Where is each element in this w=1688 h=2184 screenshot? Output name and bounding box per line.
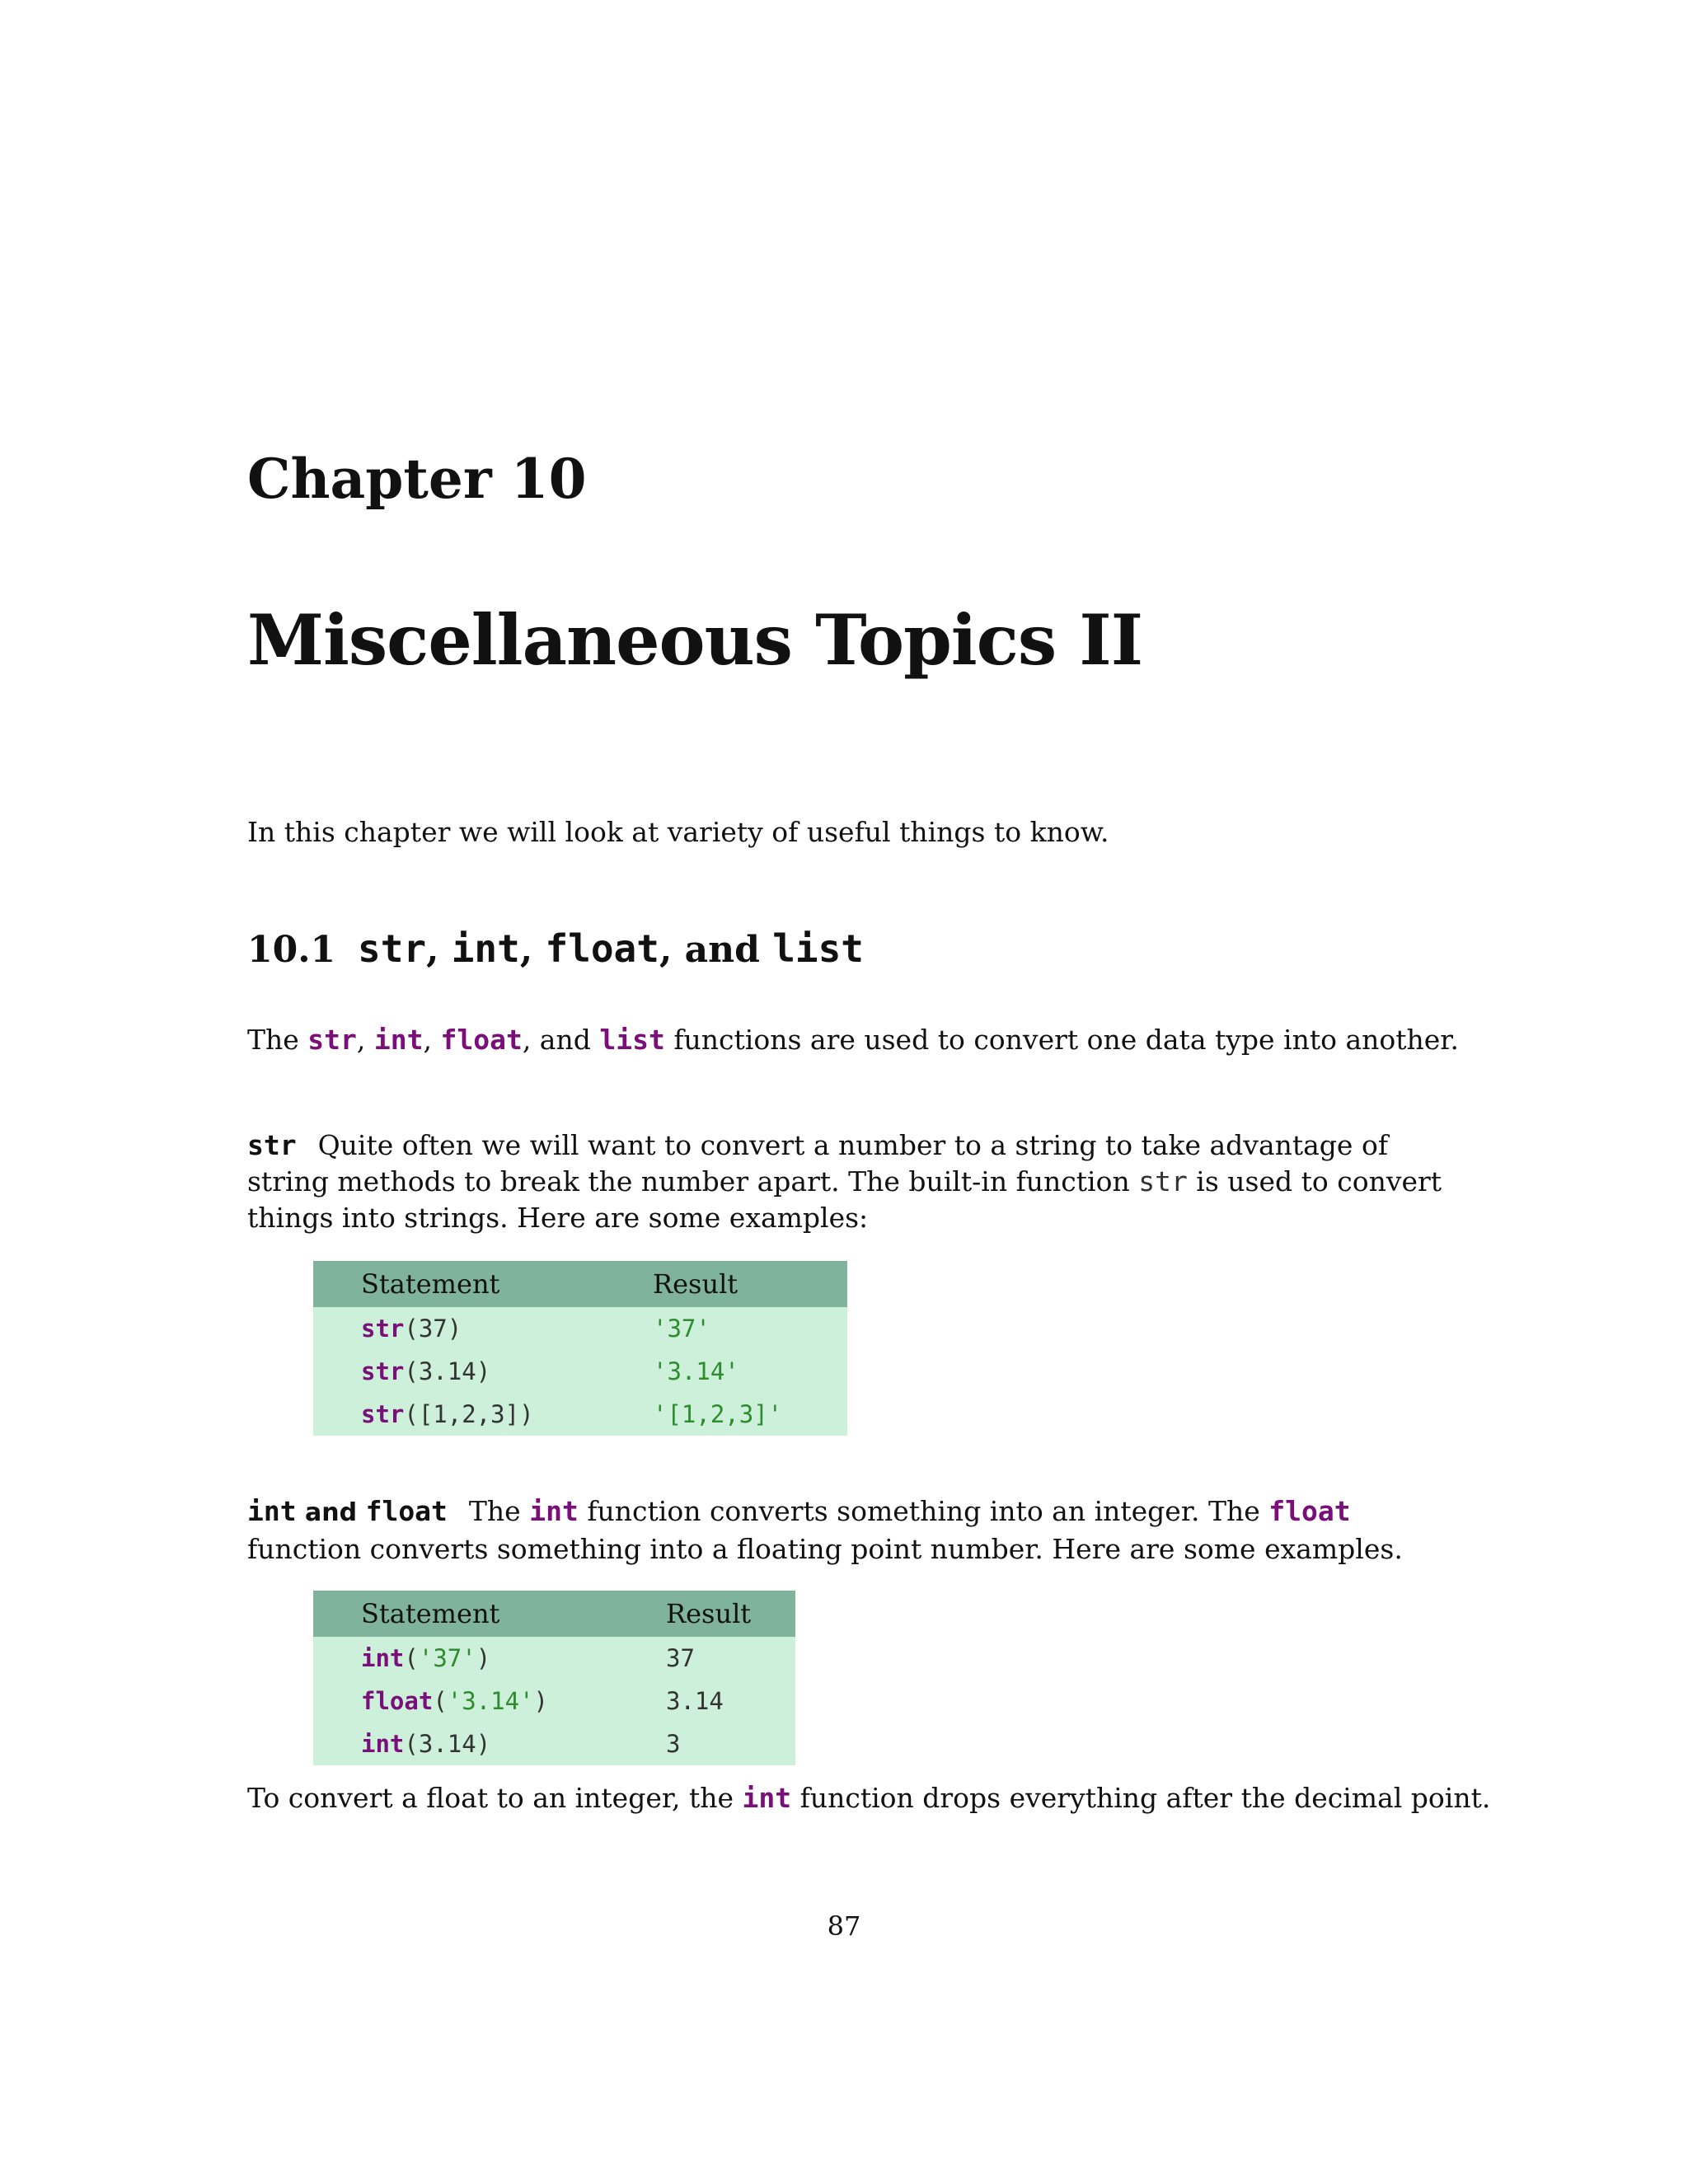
text: functions are used to convert one data type into another. [664,1024,1459,1056]
header-result: Result [618,1591,795,1637]
text: To convert a float to an integer, the [247,1782,743,1814]
text: function converts something into an integer. The [578,1495,1269,1527]
table-header-row [313,1261,847,1307]
section-heading [247,926,864,971]
runin-heading-str: str [247,1129,297,1161]
statement-cell [313,1722,618,1765]
result-cell: 37 [666,1644,695,1672]
code-int: int [529,1495,579,1527]
intro-paragraph: In this chapter we will look at variety of useful things to know. [247,816,1109,848]
section-number: 10.1 [247,929,336,971]
code-arg: 3.14 [418,1730,476,1758]
result-cell: '[1,2,3]' [653,1400,783,1428]
section-title-sep-1: , [426,929,452,971]
str-examples-table [313,1261,847,1436]
code-fn: str [361,1315,405,1343]
final-paragraph [247,1780,1491,1816]
code-paren: ) [476,1644,491,1672]
code-paren: ( [404,1730,419,1758]
result-cell: 3.14 [666,1687,724,1715]
code-int: int [373,1024,424,1056]
code-args: (3.14) [404,1357,491,1385]
str-paragraph [247,1127,1442,1236]
chapter-label: Chapter 10 [247,447,587,511]
section-title-sep-3: , and [659,929,773,971]
code-str: str [307,1024,357,1056]
text: function converts something into a floating point number. Here are some examples. [247,1533,1403,1565]
table-row [313,1350,847,1393]
code-float: float [1268,1495,1351,1527]
code-paren: ( [404,1644,419,1672]
code-paren: ( [433,1687,448,1715]
table-row [313,1637,795,1680]
statement-cell [313,1350,605,1393]
text: , and [522,1024,600,1056]
runin-heading-and: and [296,1498,366,1527]
header-statement: Statement [313,1591,618,1637]
code-float: float [440,1024,523,1056]
statement-cell [313,1307,605,1350]
section-title-list: list [772,926,864,971]
code-paren: ) [476,1730,491,1758]
section-title-sep-2: , [519,929,546,971]
table-header-row [313,1591,795,1637]
table-row [313,1722,795,1765]
text: Quite often we will want to convert a number to a string to take advantage of string methods to break the number apart. The built-in function [247,1129,1389,1197]
int-float-examples-table [313,1591,795,1765]
text: , [423,1024,441,1056]
code-fn: int [361,1730,405,1758]
statement-cell [313,1637,618,1680]
inline-code-str: str [1138,1165,1188,1197]
text: , [356,1024,374,1056]
table-row [313,1680,795,1722]
code-args: (37) [404,1315,462,1343]
code-paren: ) [533,1687,549,1715]
code-fn: str [361,1400,405,1428]
text: The [468,1495,530,1527]
section-intro-paragraph [247,1022,1459,1058]
section-title-int: int [451,926,520,971]
text: The [247,1024,308,1056]
section-title-str: str [358,926,427,971]
statement-cell [313,1680,618,1722]
code-list: list [599,1024,665,1056]
code-fn: float [361,1687,434,1715]
code-int: int [742,1782,792,1814]
code-fn: str [361,1357,405,1385]
result-cell: '3.14' [653,1357,739,1385]
result-cell: '37' [653,1315,710,1343]
code-args: ([1,2,3]) [404,1400,534,1428]
runin-heading-float: float [365,1495,448,1527]
code-arg: '37' [418,1644,476,1672]
runin-heading-int: int [247,1495,297,1527]
text: is used to convert things into strings. Here are some examples: [247,1165,1442,1234]
statement-cell [313,1393,605,1436]
header-statement: Statement [313,1261,605,1307]
chapter-title: Miscellaneous Topics II [247,599,1142,681]
int-float-paragraph [247,1493,1442,1568]
text: function drops everything after the decimal point. [791,1782,1491,1814]
table-row [313,1393,847,1436]
code-arg: '3.14' [447,1687,534,1715]
section-title-float: float [545,926,659,971]
code-fn: int [361,1644,405,1672]
result-cell: 3 [666,1730,681,1758]
header-result: Result [605,1261,847,1307]
page-number: 87 [827,1910,861,1942]
table-row [313,1307,847,1350]
